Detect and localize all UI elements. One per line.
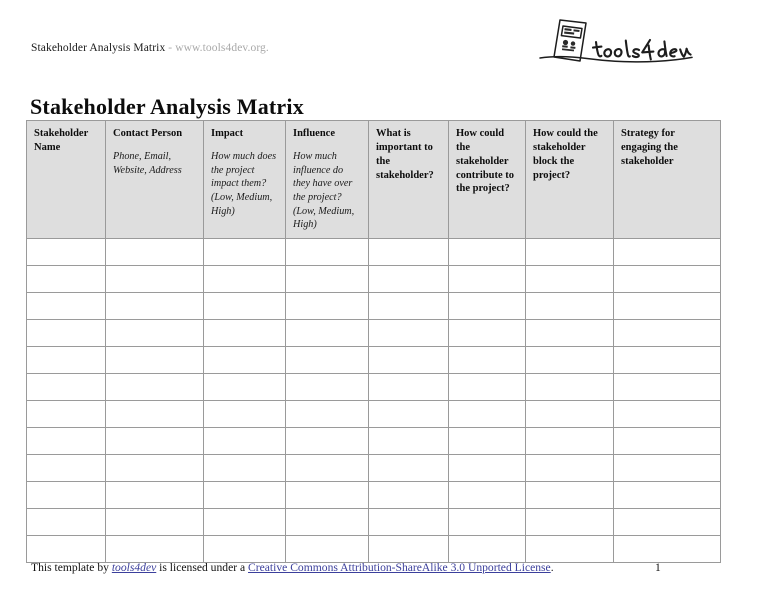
logo-underline-swash — [540, 57, 692, 62]
table-cell[interactable] — [449, 266, 526, 293]
table-row — [27, 239, 721, 266]
table-cell[interactable] — [449, 401, 526, 428]
table-cell[interactable] — [27, 455, 106, 482]
document-footer — [0, 561, 768, 587]
table-cell[interactable] — [106, 320, 204, 347]
table-cell[interactable] — [449, 428, 526, 455]
table-cell[interactable] — [526, 509, 614, 536]
table-cell[interactable] — [204, 374, 286, 401]
column-header-title: Contact Person — [113, 128, 183, 139]
table-cell[interactable] — [286, 293, 369, 320]
table-cell[interactable] — [614, 347, 721, 374]
table-cell[interactable] — [27, 293, 106, 320]
table-cell[interactable] — [369, 374, 449, 401]
page-number: 1 — [655, 561, 661, 574]
table-cell[interactable] — [204, 428, 286, 455]
tools4dev-link[interactable]: tools4dev — [111, 561, 157, 574]
column-header-title: Influence — [293, 128, 335, 139]
logo-wordmark — [593, 40, 691, 59]
table-cell[interactable] — [449, 293, 526, 320]
table-cell[interactable] — [614, 428, 721, 455]
table-cell[interactable] — [369, 239, 449, 266]
table-cell[interactable] — [614, 536, 721, 563]
table-cell[interactable] — [449, 482, 526, 509]
table-cell[interactable] — [286, 401, 369, 428]
table-cell[interactable] — [286, 536, 369, 563]
column-header-impact — [204, 121, 286, 239]
table-cell[interactable] — [369, 347, 449, 374]
table-cell[interactable] — [27, 536, 106, 563]
table-cell[interactable] — [286, 428, 369, 455]
table-cell[interactable] — [27, 482, 106, 509]
table-cell[interactable] — [526, 455, 614, 482]
table-row — [27, 320, 721, 347]
table-cell[interactable] — [204, 401, 286, 428]
table-cell[interactable] — [106, 509, 204, 536]
table-body — [27, 239, 721, 563]
table-cell[interactable] — [449, 320, 526, 347]
table-cell[interactable] — [526, 401, 614, 428]
column-header-subtitle: How much influence do they have over the project? (Low, Medium, High) — [293, 150, 355, 231]
table-cell[interactable] — [526, 293, 614, 320]
table-cell[interactable] — [369, 266, 449, 293]
table-cell[interactable] — [106, 428, 204, 455]
table-cell[interactable] — [526, 266, 614, 293]
column-header-title: How could the stakeholder contribute to the project? — [456, 128, 515, 195]
table-cell[interactable] — [286, 266, 369, 293]
sketched-notebook-icon-marks — [562, 28, 580, 51]
table-row — [27, 347, 721, 374]
table-cell[interactable] — [614, 266, 721, 293]
table-cell[interactable] — [614, 455, 721, 482]
table-header — [27, 121, 721, 239]
table-cell[interactable] — [449, 239, 526, 266]
table-cell[interactable] — [106, 455, 204, 482]
table-cell[interactable] — [449, 509, 526, 536]
table-cell[interactable] — [449, 347, 526, 374]
column-header-title: Impact — [211, 128, 244, 139]
table-row — [27, 509, 721, 536]
table-cell[interactable] — [614, 401, 721, 428]
table-cell[interactable] — [526, 239, 614, 266]
table-cell[interactable] — [614, 293, 721, 320]
table-cell[interactable] — [286, 482, 369, 509]
column-header-subtitle: How much does the project impact them? (Low, Medium, High) — [211, 150, 277, 217]
column-header-important-to-stakeholder — [369, 121, 449, 239]
table-cell[interactable] — [369, 536, 449, 563]
table-cell[interactable] — [369, 509, 449, 536]
table-cell[interactable] — [614, 239, 721, 266]
table-cell[interactable] — [27, 509, 106, 536]
table-cell[interactable] — [369, 482, 449, 509]
table-cell[interactable] — [614, 374, 721, 401]
document-header — [0, 0, 768, 72]
table-row — [27, 401, 721, 428]
table-cell[interactable] — [526, 428, 614, 455]
table-row — [27, 536, 721, 563]
table-cell[interactable] — [106, 347, 204, 374]
tools4dev-logo[interactable] — [528, 14, 708, 66]
table-cell[interactable] — [369, 320, 449, 347]
table-cell[interactable] — [106, 266, 204, 293]
table-cell[interactable] — [204, 320, 286, 347]
running-head — [31, 43, 269, 55]
table-cell[interactable] — [614, 320, 721, 347]
table-cell[interactable] — [204, 347, 286, 374]
table-row — [27, 293, 721, 320]
table-cell[interactable] — [204, 509, 286, 536]
column-header-title: How could the stakeholder block the project? — [533, 128, 598, 181]
column-header-stakeholder-contribution — [449, 121, 526, 239]
table-cell[interactable] — [369, 428, 449, 455]
table-header-row — [27, 121, 721, 239]
running-head-url: www.tools4dev.org. — [175, 42, 269, 54]
page-title: Stakeholder Analysis Matrix — [30, 93, 304, 119]
sketched-notebook-icon — [554, 20, 586, 61]
table-cell[interactable] — [369, 293, 449, 320]
table-cell[interactable] — [204, 455, 286, 482]
table-cell[interactable] — [286, 239, 369, 266]
license-statement — [31, 561, 554, 575]
license-suffix: . — [550, 561, 554, 574]
table-row — [27, 266, 721, 293]
table-cell[interactable] — [204, 482, 286, 509]
column-header-subtitle: Phone, Email, Website, Address — [113, 150, 182, 176]
table-cell[interactable] — [526, 482, 614, 509]
table-cell[interactable] — [614, 509, 721, 536]
table-cell[interactable] — [286, 374, 369, 401]
table-cell[interactable] — [526, 536, 614, 563]
table-cell[interactable] — [27, 401, 106, 428]
table-cell[interactable] — [286, 509, 369, 536]
table-cell[interactable] — [204, 293, 286, 320]
table-cell[interactable] — [449, 455, 526, 482]
column-header-title: Stakeholder Name — [34, 128, 89, 153]
column-header-stakeholder-name — [27, 121, 106, 239]
table-cell[interactable] — [526, 374, 614, 401]
table-cell[interactable] — [286, 455, 369, 482]
running-head-title: Stakeholder Analysis Matrix — [31, 42, 166, 54]
table-cell[interactable] — [106, 482, 204, 509]
license-prefix: This template by — [31, 561, 112, 574]
table-cell[interactable] — [27, 266, 106, 293]
table-row — [27, 482, 721, 509]
table-cell[interactable] — [204, 536, 286, 563]
table-cell[interactable] — [106, 293, 204, 320]
table-cell[interactable] — [204, 239, 286, 266]
table-cell[interactable] — [106, 239, 204, 266]
column-header-contact-person — [106, 121, 204, 239]
table-cell[interactable] — [286, 320, 369, 347]
license-middle: is licensed under a — [156, 561, 249, 574]
table-cell[interactable] — [106, 374, 204, 401]
table-cell[interactable] — [614, 482, 721, 509]
table-cell[interactable] — [526, 320, 614, 347]
table-cell[interactable] — [286, 347, 369, 374]
table-row — [27, 428, 721, 455]
table-row — [27, 374, 721, 401]
table-cell[interactable] — [27, 239, 106, 266]
table-row — [27, 455, 721, 482]
column-header-title: Strategy for engaging the stakeholder — [621, 128, 678, 167]
table-cell[interactable] — [27, 428, 106, 455]
creative-commons-license-link[interactable]: Creative Commons Attribution-ShareAlike 3.0 Unported License — [248, 561, 551, 574]
table-cell[interactable] — [204, 266, 286, 293]
table-cell[interactable] — [27, 320, 106, 347]
stakeholder-analysis-matrix-table — [26, 120, 721, 563]
column-header-stakeholder-blocking — [526, 121, 614, 239]
running-head-separator: - — [165, 42, 176, 54]
table-cell[interactable] — [369, 401, 449, 428]
table-cell[interactable] — [449, 536, 526, 563]
table-cell[interactable] — [449, 374, 526, 401]
table-cell[interactable] — [369, 455, 449, 482]
table-cell[interactable] — [106, 401, 204, 428]
table-cell[interactable] — [526, 347, 614, 374]
table-cell[interactable] — [27, 374, 106, 401]
column-header-influence — [286, 121, 369, 239]
column-header-title: What is important to the stakeholder? — [376, 128, 434, 181]
table-cell[interactable] — [27, 347, 106, 374]
table-cell[interactable] — [106, 536, 204, 563]
column-header-engagement-strategy — [614, 121, 721, 239]
